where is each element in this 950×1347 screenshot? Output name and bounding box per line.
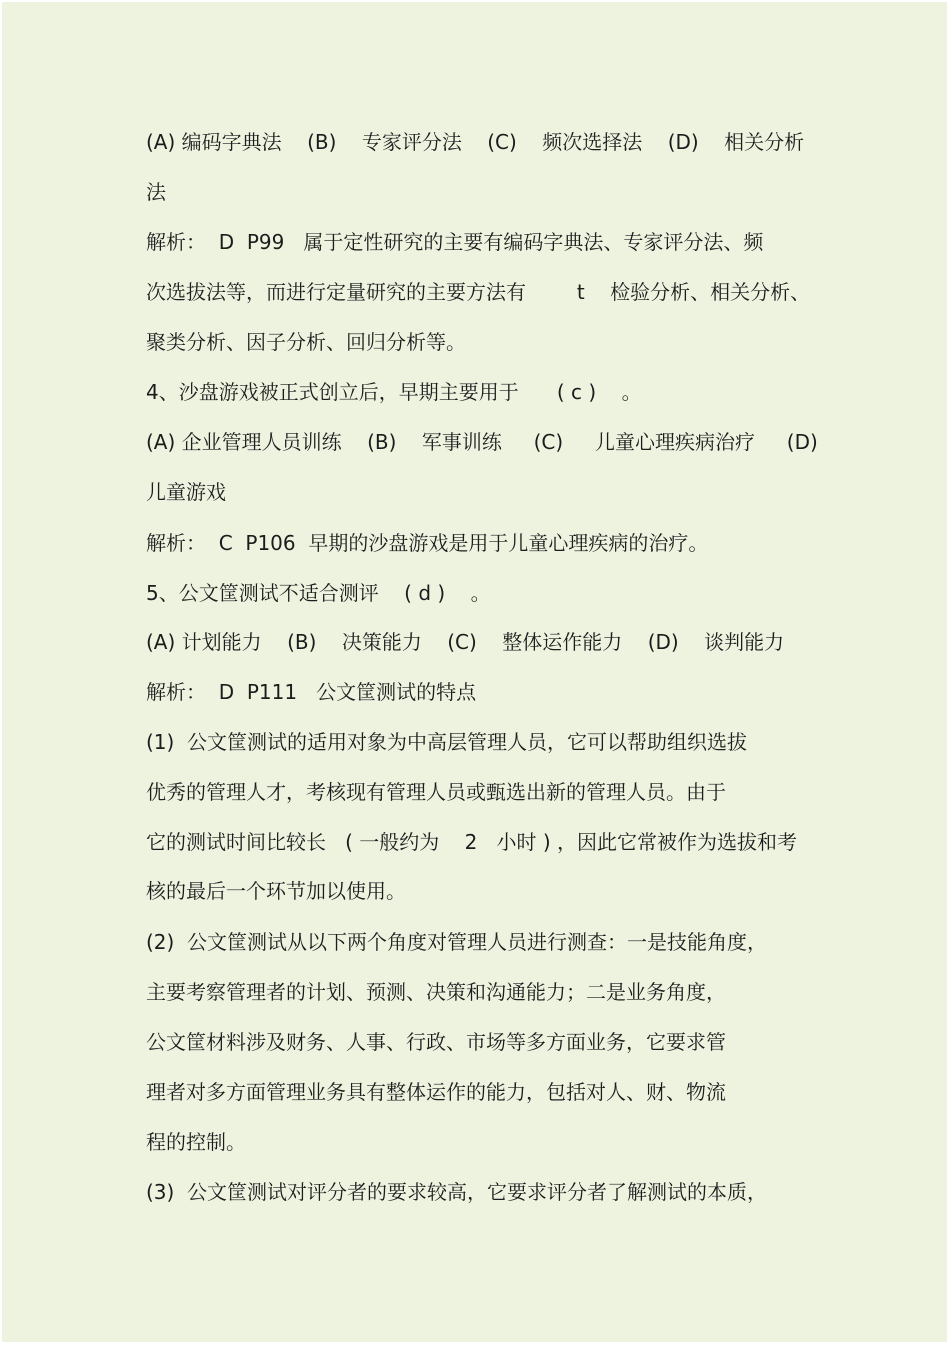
- document-page: [2, 2, 947, 1342]
- text-line: 程的控制。: [146, 1130, 246, 1154]
- text-line: 次选拔法等，而进行定量研究的主要方法有 t 检验分析、相关分析、: [146, 280, 811, 304]
- question-4: 4、沙盘游戏被正式创立后，早期主要用于 ( c ) 。: [146, 380, 642, 404]
- text-line: 儿童游戏: [146, 480, 226, 504]
- text-line: 核的最后一个环节加以使用。: [146, 879, 406, 903]
- text-line: 公文筐材料涉及财务、人事、行政、市场等多方面业务，它要求管: [146, 1030, 726, 1054]
- text-line: 优秀的管理人才，考核现有管理人员或甄选出新的管理人员。由于: [146, 780, 726, 804]
- text-line: (A) 企业管理人员训练 (B) 军事训练 (C) 儿童心理疾病治疗 (D): [146, 430, 818, 454]
- text-line: (1) 公文筐测试的适用对象为中高层管理人员，它可以帮助组织选拔: [146, 730, 748, 754]
- question-5: 5、公文筐测试不适合测评 ( d ) 。: [146, 581, 491, 605]
- text-line: 它的测试时间比较长 ( 一般约为 2 小时 ) ，因此它常被作为选拔和考: [146, 830, 797, 854]
- text-line: 理者对多方面管理业务具有整体运作的能力，包括对人、财、物流: [146, 1080, 726, 1104]
- text-line: (2) 公文筐测试从以下两个角度对管理人员进行测查：一是技能角度，: [146, 930, 768, 954]
- text-line: 解析： D P99 属于定性研究的主要有编码字典法、专家评分法、频: [146, 230, 764, 254]
- text-line: 主要考察管理者的计划、预测、决策和沟通能力；二是业务角度，: [146, 980, 726, 1004]
- text-line: 法: [146, 180, 166, 204]
- text-line: 聚类分析、因子分析、回归分析等。: [146, 330, 466, 354]
- text-line: (3) 公文筐测试对评分者的要求较高，它要求评分者了解测试的本质，: [146, 1180, 768, 1204]
- text-line: 解析： C P106 早期的沙盘游戏是用于儿童心理疾病的治疗。: [146, 531, 709, 555]
- text-line: (A) 编码字典法 (B) 专家评分法 (C) 频次选择法 (D) 相关分析: [146, 130, 805, 154]
- text-line: 解析： D P111 公文筐测试的特点: [146, 680, 477, 704]
- text-line: (A) 计划能力 (B) 决策能力 (C) 整体运作能力 (D) 谈判能力: [146, 630, 785, 654]
